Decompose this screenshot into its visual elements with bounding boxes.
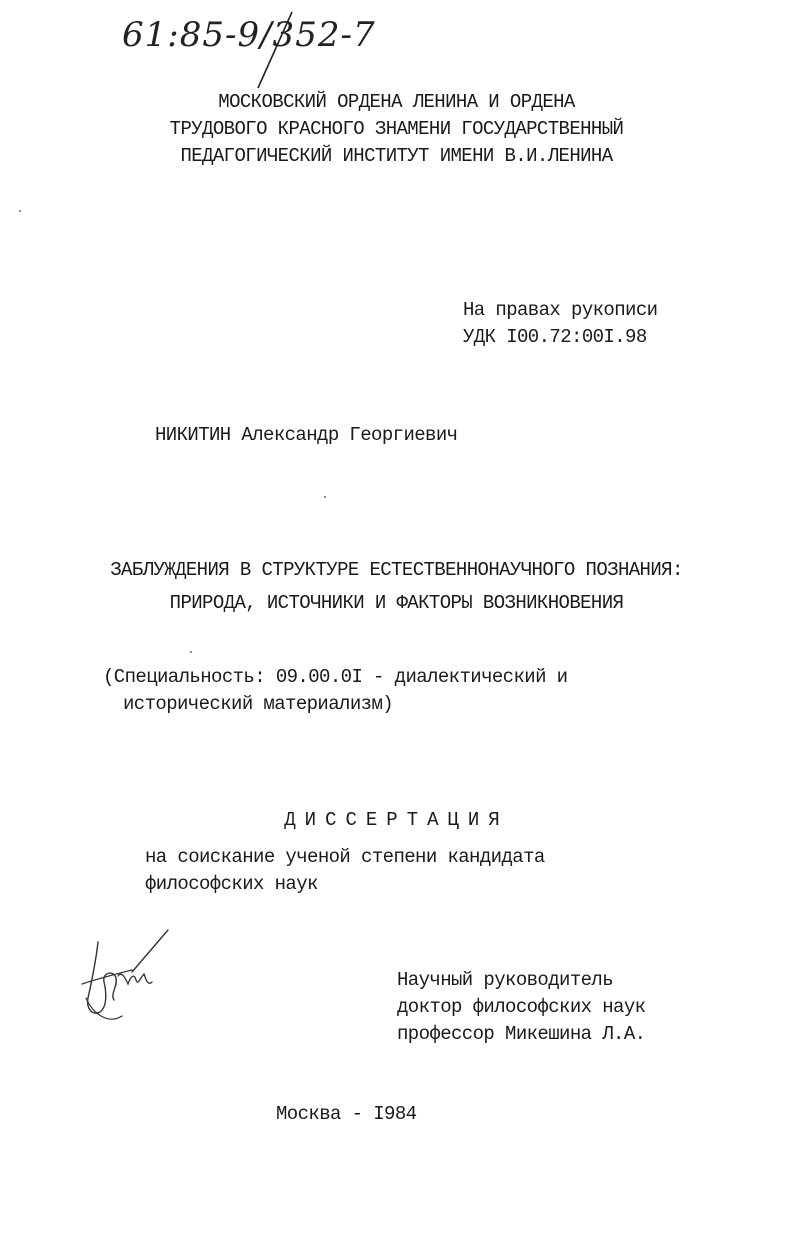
place-year: Москва - I984 <box>276 1103 417 1125</box>
supervisor-degree: доктор философских наук <box>397 996 646 1018</box>
specialty-line-1: (Специальность: 09.00.0I - диалектический и <box>103 666 568 688</box>
dissertation-title-line-1: ЗАБЛУЖДЕНИЯ В СТРУКТУРЕ ЕСТЕСТВЕННОНАУЧНОГО ПОЗНАНИЯ: <box>110 559 683 581</box>
degree-line-1: на соискание ученой степени кандидата <box>145 846 545 868</box>
udc-code: УДК I00.72:00I.98 <box>463 326 647 348</box>
document-type: ДИССЕРТАЦИЯ <box>284 809 509 831</box>
supervisor-name: профессор Микешина Л.А. <box>397 1023 646 1045</box>
author-name: НИКИТИН Александр Георгиевич <box>155 424 458 446</box>
institution-line-3: ПЕДАГОГИЧЕСКИЙ ИНСТИТУТ ИМЕНИ В.И.ЛЕНИНА <box>180 145 613 167</box>
specialty-line-2: исторический материализм) <box>123 693 394 715</box>
institution-line-1: МОСКОВСКИЙ ОРДЕНА ЛЕНИНА И ОРДЕНА <box>218 91 575 113</box>
manuscript-rights: На правах рукописи <box>463 299 658 321</box>
supervisor-role: Научный руководитель <box>397 969 614 991</box>
archive-code: 61:85-9/352-7 <box>122 15 376 55</box>
institution-line-2: ТРУДОВОГО КРАСНОГО ЗНАМЕНИ ГОСУДАРСТВЕННЫЙ <box>169 118 624 140</box>
dissertation-title-line-2: ПРИРОДА, ИСТОЧНИКИ И ФАКТОРЫ ВОЗНИКНОВЕНИЯ <box>169 592 624 614</box>
degree-line-2: философских наук <box>145 873 318 895</box>
